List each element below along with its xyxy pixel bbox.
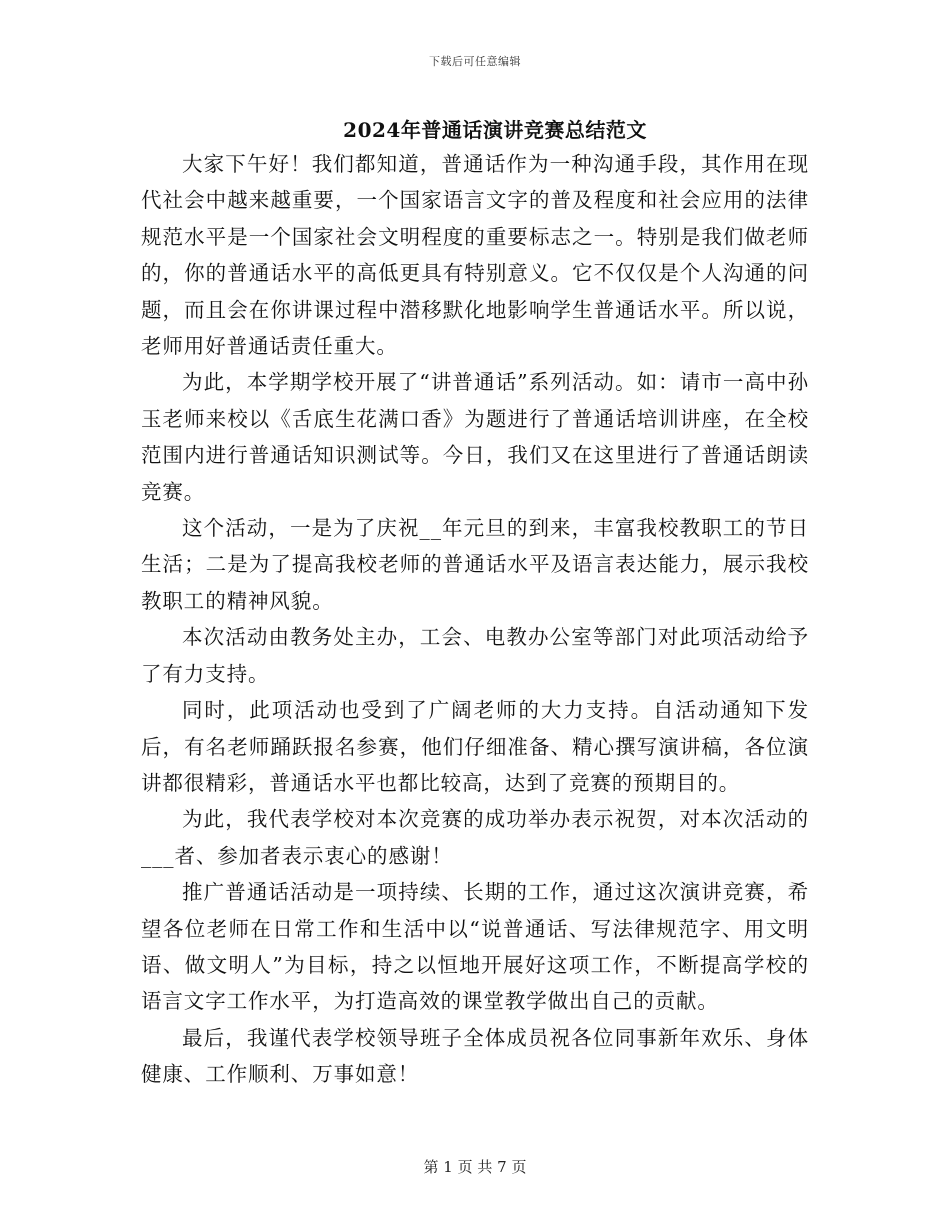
paragraph-5: 同时，此项活动也受到了广阔老师的大力支持。自活动通知下发后，有名老师踊跃报名参赛，他们仔细准备、精心撰写演讲稿，各位演讲都很精彩，普通话水平也都比较高，达到了竞赛的预期目的。 — [141, 698, 809, 795]
paragraph-7: 推广普通话活动是一项持续、长期的工作，通过这次演讲竞赛，希望各位老师在日常工作和生活中以“说普通话、写法律规范字、用文明语、做文明人”为目标，持之以恒地开展好这项工作，不断提高学校的语言文字工作水平，为打造高效的课堂教学做出自己的贡献。 — [141, 880, 809, 1014]
paragraph-6: 为此，我代表学校对本次竞赛的成功举办表示祝贺，对本次活动的___者、参加者表示衷心的感谢！ — [141, 807, 809, 868]
document-title: 2024年普通话演讲竞赛总结范文 — [343, 118, 647, 142]
page-number-footer: 第 1 页 共 7 页 — [423, 1158, 527, 1176]
paragraph-8: 最后，我谨代表学校领导班子全体成员祝各位同事新年欢乐、身体健康、工作顺利、万事如意！ — [141, 1025, 809, 1087]
paragraph-3: 这个活动，一是为了庆祝__年元旦的到来，丰富我校教职工的节日生活；二是为了提高我校老师的普通话水平及语言表达能力，展示我校教职工的精神风貌。 — [141, 516, 809, 613]
paragraph-4: 本次活动由教务处主办，工会、电教办公室等部门对此项活动给予了有力支持。 — [141, 625, 809, 686]
paragraph-1: 大家下午好！我们都知道，普通话作为一种沟通手段，其作用在现代社会中越来越重要，一个国家语言文字的普及程度和社会应用的法律规范水平是一个国家社会文明程度的重要标志之一。特别是我们做老师的，你的普通话水平的高低更具有特别意义。它不仅仅是个人沟通的问题，而且会在你讲课过程中潜移默化地影响学生普通话水平。所以说，老师用好普通话责任重大。 — [141, 152, 809, 359]
document-body — [141, 146, 809, 1093]
page-header-note: 下载后可任意编辑 — [429, 55, 521, 68]
paragraph-2: 为此，本学期学校开展了“讲普通话”系列活动。如：请市一高中孙玉老师来校以《舌底生花满口香》为题进行了普通话培训讲座，在全校范围内进行普通话知识测试等。今日，我们又在这里进行了普通话朗读竞赛。 — [141, 370, 809, 504]
